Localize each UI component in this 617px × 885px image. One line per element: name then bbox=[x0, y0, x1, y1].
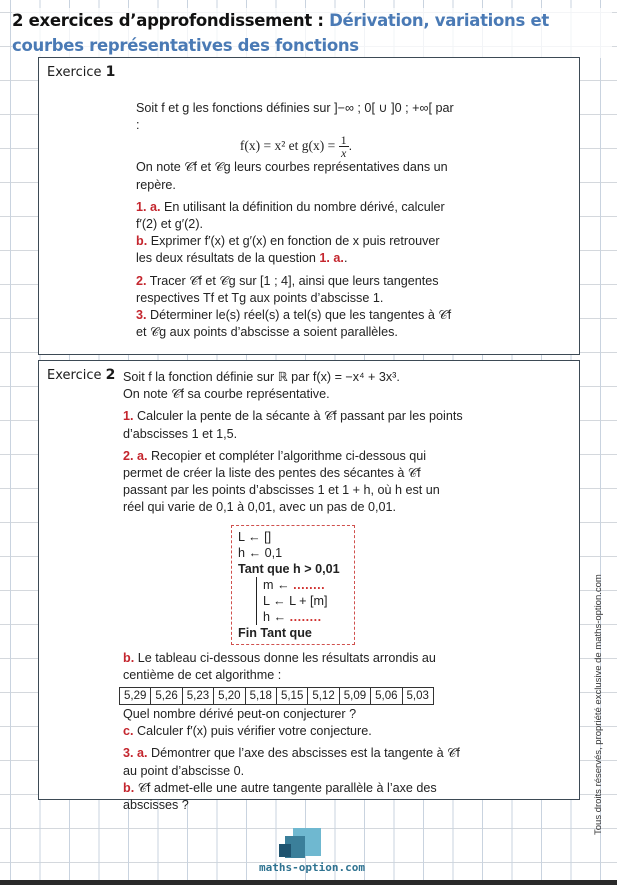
ex1-q1b bbox=[136, 233, 456, 267]
question-number: 1. a. bbox=[136, 199, 161, 214]
question-text: Recopier et compléter l’algorithme ci-dessous qui permet de créer la liste des pentes des sécantes à 𝒞f passant par les points d’abscisses 1 et 1 + h, où h est un réel qui varie de 0,1 à 0,01, avec un pas de 0,01. bbox=[123, 448, 440, 515]
logo-text: maths-option.com bbox=[259, 861, 365, 874]
logo-square-small-icon bbox=[279, 844, 291, 857]
ex2-intro: Soit f la fonction définie sur ℝ par f(x) = −x⁴ + 3x³. bbox=[123, 370, 400, 384]
question-text: Le tableau ci-dessous donne les résultats arrondis au centième de cet algorithme : bbox=[123, 650, 436, 682]
exercise-1-statement bbox=[136, 100, 456, 341]
question-reference: 1. a. bbox=[319, 251, 344, 266]
values-table bbox=[119, 687, 434, 705]
ex1-q2 bbox=[136, 273, 456, 307]
table-cell: 5,26 bbox=[151, 688, 182, 705]
table-cell: 5,06 bbox=[371, 688, 402, 705]
algo-end: Fin Tant que bbox=[238, 625, 312, 640]
algo-text: m ← bbox=[263, 577, 294, 592]
question-number: b. bbox=[123, 650, 135, 665]
question-text: En utilisant la définition du nombre dérivé, calculer f′(2) et g′(2). bbox=[136, 199, 445, 232]
fraction-denominator: x bbox=[340, 146, 347, 161]
ex2-q2a bbox=[123, 448, 463, 517]
exercise-label-text: Exercice bbox=[47, 368, 106, 383]
copyright-notice: Tous droits réservés, propriété exclusive de maths-option.com bbox=[593, 574, 604, 835]
formula-end: . bbox=[348, 139, 353, 154]
ex1-formula bbox=[136, 134, 456, 159]
exercise-1-box bbox=[38, 57, 580, 355]
ex2-q3a bbox=[123, 745, 463, 779]
table-cell: 5,20 bbox=[214, 688, 245, 705]
algo-while: Tant que h > 0,01 bbox=[238, 561, 340, 576]
question-text: 𝒞f admet-elle une autre tangente parallèle à l’axe des abscisses ? bbox=[123, 780, 437, 813]
fraction-numerator: 1 bbox=[340, 133, 347, 148]
question-number: 2. bbox=[136, 273, 147, 288]
question-number: 1. bbox=[123, 409, 134, 424]
table-cell: 5,29 bbox=[120, 688, 151, 705]
question-text: Exprimer f′(x) et g′(x) en fonction de x puis retrouver les deux résultats de la question bbox=[136, 234, 440, 266]
question-number: b. bbox=[123, 780, 135, 795]
exercise-2-box bbox=[38, 360, 580, 813]
algo-line: h ← 0,1 bbox=[238, 545, 283, 560]
algo-blank: ........ bbox=[293, 577, 326, 592]
question-text: Démontrer que l’axe des abscisses est la tangente à 𝒞f au point d’abscisse 0. bbox=[123, 746, 460, 778]
exercise-number: 2 bbox=[105, 367, 116, 383]
title-prefix: 2 exercices d’approfondissement : bbox=[12, 11, 330, 30]
exercise-2-statement bbox=[123, 369, 463, 814]
ex2-q3b bbox=[123, 780, 463, 814]
question-number: 3. a. bbox=[123, 746, 148, 761]
ex1-q1a bbox=[136, 199, 456, 233]
algo-line: L ← L + [m] bbox=[263, 593, 328, 608]
fraction bbox=[339, 134, 349, 159]
algo-text: h ← bbox=[263, 609, 290, 624]
exercise-label-text: Exercice bbox=[47, 65, 106, 80]
site-logo[interactable] bbox=[257, 828, 367, 876]
question-number: b. bbox=[136, 234, 148, 249]
table-cell: 5,12 bbox=[308, 688, 339, 705]
question-number: 2. a. bbox=[123, 448, 148, 463]
ex2-q2b-question: Quel nombre dérivé peut-on conjecturer ? bbox=[123, 707, 357, 722]
exercise-1-label bbox=[47, 64, 115, 80]
algo-loop-body bbox=[256, 577, 348, 625]
exercise-2-label bbox=[47, 367, 115, 383]
algo-line bbox=[263, 577, 348, 593]
title-topic: Dérivation, variations et courbes représentatives des fonctions bbox=[12, 11, 549, 55]
question-number: 3. bbox=[136, 308, 147, 323]
algo-line: L ← [] bbox=[238, 529, 272, 544]
table-cell: 5,23 bbox=[182, 688, 213, 705]
table-row bbox=[120, 688, 434, 705]
question-text: Calculer la pente de la sécante à 𝒞f passant par les points d’abscisses 1 et 1,5. bbox=[123, 409, 463, 441]
question-number: c. bbox=[123, 724, 134, 739]
table-cell: 5,15 bbox=[276, 688, 307, 705]
table-cell: 5,18 bbox=[245, 688, 276, 705]
algorithm-box bbox=[231, 525, 355, 645]
ex1-q3 bbox=[136, 307, 456, 341]
ex2-q2c bbox=[123, 723, 463, 740]
question-end: . bbox=[343, 251, 348, 266]
page-title bbox=[12, 8, 612, 58]
exercise-number: 1 bbox=[105, 64, 116, 80]
bottom-divider bbox=[0, 880, 617, 885]
table-cell: 5,03 bbox=[402, 688, 433, 705]
question-text: Calculer f′(x) puis vérifier votre conjecture. bbox=[133, 724, 372, 739]
ex2-q2b bbox=[123, 650, 463, 684]
formula-text: f(x) = x² et g(x) = bbox=[239, 138, 339, 154]
ex2-note: On note 𝒞f sa courbe représentative. bbox=[123, 387, 330, 402]
algo-blank: ........ bbox=[289, 609, 322, 624]
question-text: Tracer 𝒞f et 𝒞g sur [1 ; 4], ainsi que leurs tangentes respectives Tf et Tg aux points d’abscisse 1. bbox=[136, 273, 439, 305]
ex1-intro: Soit f et g les fonctions définies sur ]−∞ ; 0[ ∪ ]0 ; +∞[ par : bbox=[136, 101, 454, 133]
algo-line bbox=[263, 609, 348, 625]
ex1-note: On note 𝒞f et 𝒞g leurs courbes représentatives dans un repère. bbox=[136, 160, 448, 192]
table-cell: 5,09 bbox=[339, 688, 370, 705]
question-text: Déterminer le(s) réel(s) a tel(s) que les tangentes à 𝒞f et 𝒞g aux points d’abscisse a soient parallèles. bbox=[136, 308, 452, 340]
ex2-q1 bbox=[123, 408, 463, 442]
